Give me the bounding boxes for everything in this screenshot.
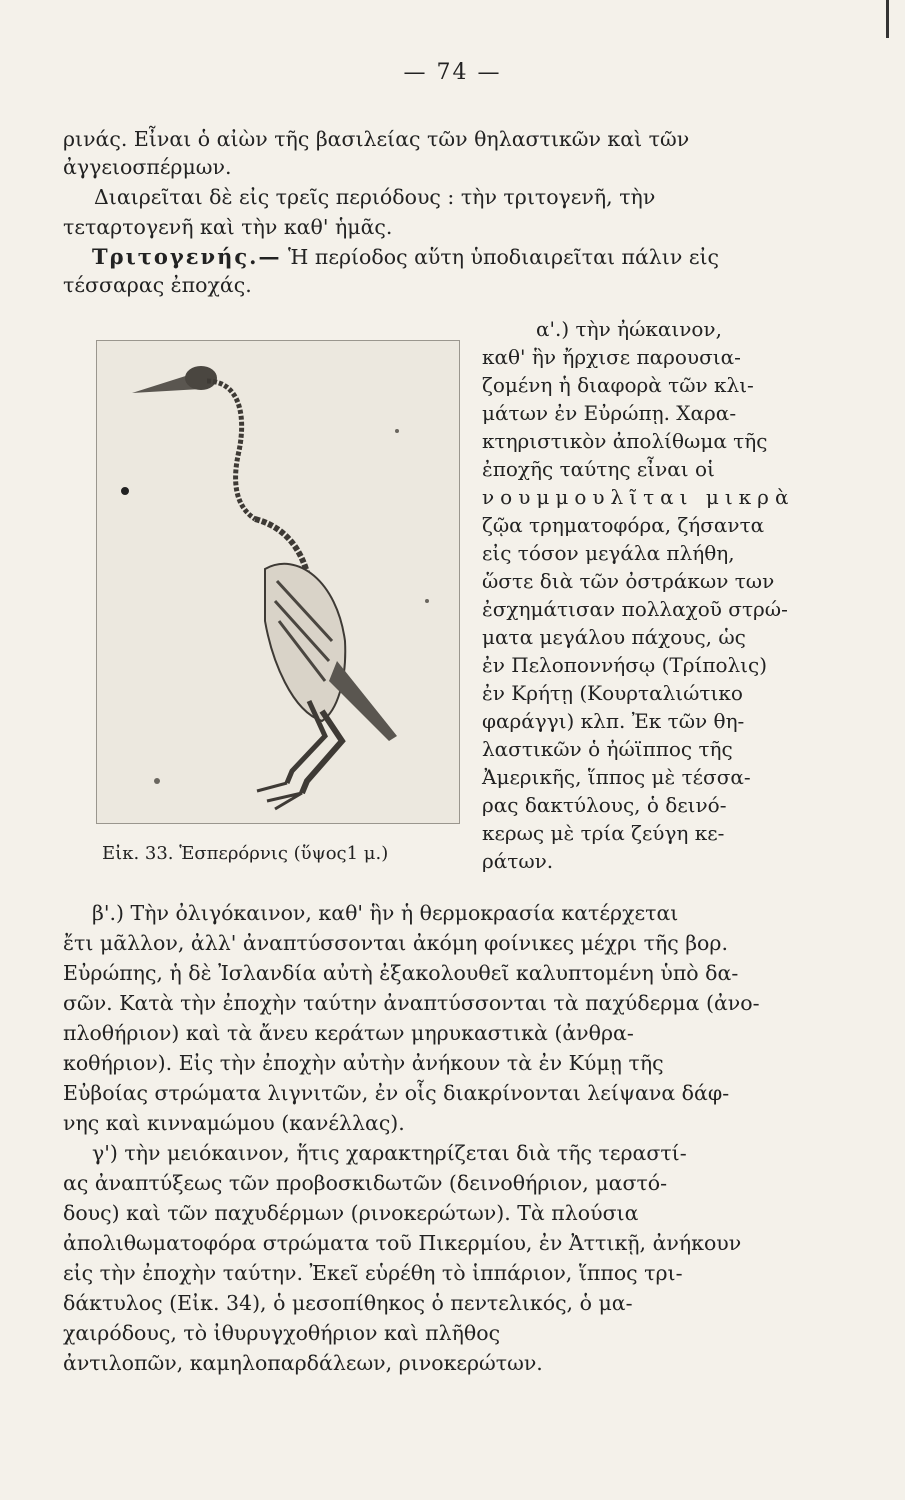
body-line-12: ἀπολιθωματοφόρα στρώματα τοῦ Πικερμίου, ἐν Ἀττικῇ, ἀνήκουν [63,1231,742,1255]
column-line-8: ζῷα τρηματοφόρα, ζήσαντα [482,513,765,537]
bird-skeleton-illustration [97,341,459,823]
body-line-14: δάκτυλος (Εἰκ. 34), ὁ μεσοπίθηκος ὁ πεντελικός, ὁ μα- [63,1291,633,1315]
column-line-13: ἐν Πελοποννήσῳ (Τρίπολις) [482,653,768,677]
column-line-10: ὥστε διὰ τῶν ὀστράκων των [482,569,775,593]
column-line-16: λαστικῶν ὁ ἠώϊππος τῆς [482,737,733,761]
column-line-18: ρας δακτύλους, ὁ δεινό- [482,793,727,817]
column-line-4: μάτων ἐν Εὐρώπῃ. Χαρα- [482,401,737,425]
section-heading-text: Ἡ περίοδος αὕτη ὑποδιαιρεῖται πάλιν εἰς [288,245,719,269]
column-line-12: ματα μεγάλου πάχους, ὡς [482,625,746,649]
column-line-3: ζομένη ἡ διαφορὰ τῶν κλι- [482,373,754,397]
section-heading-cont: τέσσαρας ἐποχάς. [63,273,252,297]
page-edge-mark [886,0,889,38]
intro-line-3: Διαιρεῖται δὲ εἰς τρεῖς περιόδους : τὴν τριτογενῆ, τὴν [94,185,656,209]
body-line-15: χαιρόδους, τὸ ἰθυρυγχοθήριον καὶ πλῆθος [63,1321,501,1345]
column-line-1: α'.) τὴν ἠώκαινον, [536,317,722,341]
column-line-11: ἐσχημάτισαν πολλαχοῦ στρώ- [482,597,788,621]
column-line-5: κτηριστικὸν ἀπολίθωμα τῆς [482,429,768,453]
page-number: — 74 — [403,60,502,85]
body-line-13: εἰς τὴν ἐποχὴν ταύτην. Ἐκεῖ εὑρέθη τὸ ἱππάριον, ἵππος τρι- [63,1261,683,1285]
figure-hesperornis [96,340,460,824]
body-line-7: Εὐβοίας στρώματα λιγνιτῶν, ἐν οἷς διακρίνονται λείψανα δάφ- [63,1081,730,1105]
body-line-1: β'.) Τὴν ὀλιγόκαινον, καθ' ἣν ἡ θερμοκρασία κατέρχεται [92,901,679,925]
body-line-9: γ') τὴν μειόκαινον, ἥτις χαρακτηρίζεται διὰ τῆς τεραστί- [92,1141,687,1165]
body-line-2: ἔτι μᾶλλον, ἀλλ' ἀναπτύσσονται ἀκόμη φοίνικες μέχρι τῆς βορ. [63,931,728,955]
column-line-7: νουμμουλῖται μικρὰ [482,485,795,509]
body-line-8: νης καὶ κινναμώμου (κανέλλας). [63,1111,405,1135]
intro-line-1: ρινάς. Εἶναι ὁ αἰὼν τῆς βασιλείας τῶν θηλαστικῶν καὶ τῶν [63,127,690,151]
section-heading-line [92,244,719,270]
column-line-20: ράτων. [482,849,554,873]
figure-caption: Εἰκ. 33. Ἑσπερόρνις (ὕψος1 μ.) [102,843,389,864]
column-line-17: Ἀμερικῆς, ἵππος μὲ τέσσα- [482,765,751,789]
column-line-6: ἐποχῆς ταύτης εἶναι οἱ [482,457,715,481]
body-line-11: δους) καὶ τῶν παχυδέρμων (ρινοκερώτων). Τὰ πλούσια [63,1201,639,1225]
body-line-5: πλοθήριον) καὶ τὰ ἄνευ κεράτων μηρυκαστικὰ (ἀνθρα- [63,1021,634,1045]
body-line-6: κοθήριον). Εἰς τὴν ἐποχὴν αὐτὴν ἀνήκουν τὰ ἐν Κύμῃ τῆς [63,1051,664,1075]
column-line-19: κερως μὲ τρία ζεύγη κε- [482,821,725,845]
section-heading-title: Τριτογενής.— [92,244,282,269]
body-line-4: σῶν. Κατὰ τὴν ἐποχὴν ταύτην ἀναπτύσσονται τὰ παχύδερμα (ἀνο- [63,991,760,1015]
body-line-10: ας ἀναπτύξεως τῶν προβοσκιδωτῶν (δεινοθήριον, μαστό- [63,1171,668,1195]
intro-line-2: ἀγγειοσπέρμων. [63,155,232,179]
column-line-2: καθ' ἣν ἤρχισε παρουσια- [482,345,741,369]
body-line-16: ἀντιλοπῶν, καμηλοπαρδάλεων, ρινοκερώτων. [63,1351,543,1375]
body-line-3: Εὐρώπης, ἡ δὲ Ἰσλανδία αὐτὴ ἐξακολουθεῖ καλυπτομένη ὑπὸ δα- [63,961,739,985]
intro-line-4: τεταρτογενῆ καὶ τὴν καθ' ἡμᾶς. [63,215,393,239]
column-line-9: εἰς τόσον μεγάλα πλήθη, [482,541,735,565]
column-line-14: ἐν Κρήτῃ (Κουρταλιώτικο [482,681,743,705]
column-line-15: φαράγγι) κλπ. Ἐκ τῶν θη- [482,709,745,733]
